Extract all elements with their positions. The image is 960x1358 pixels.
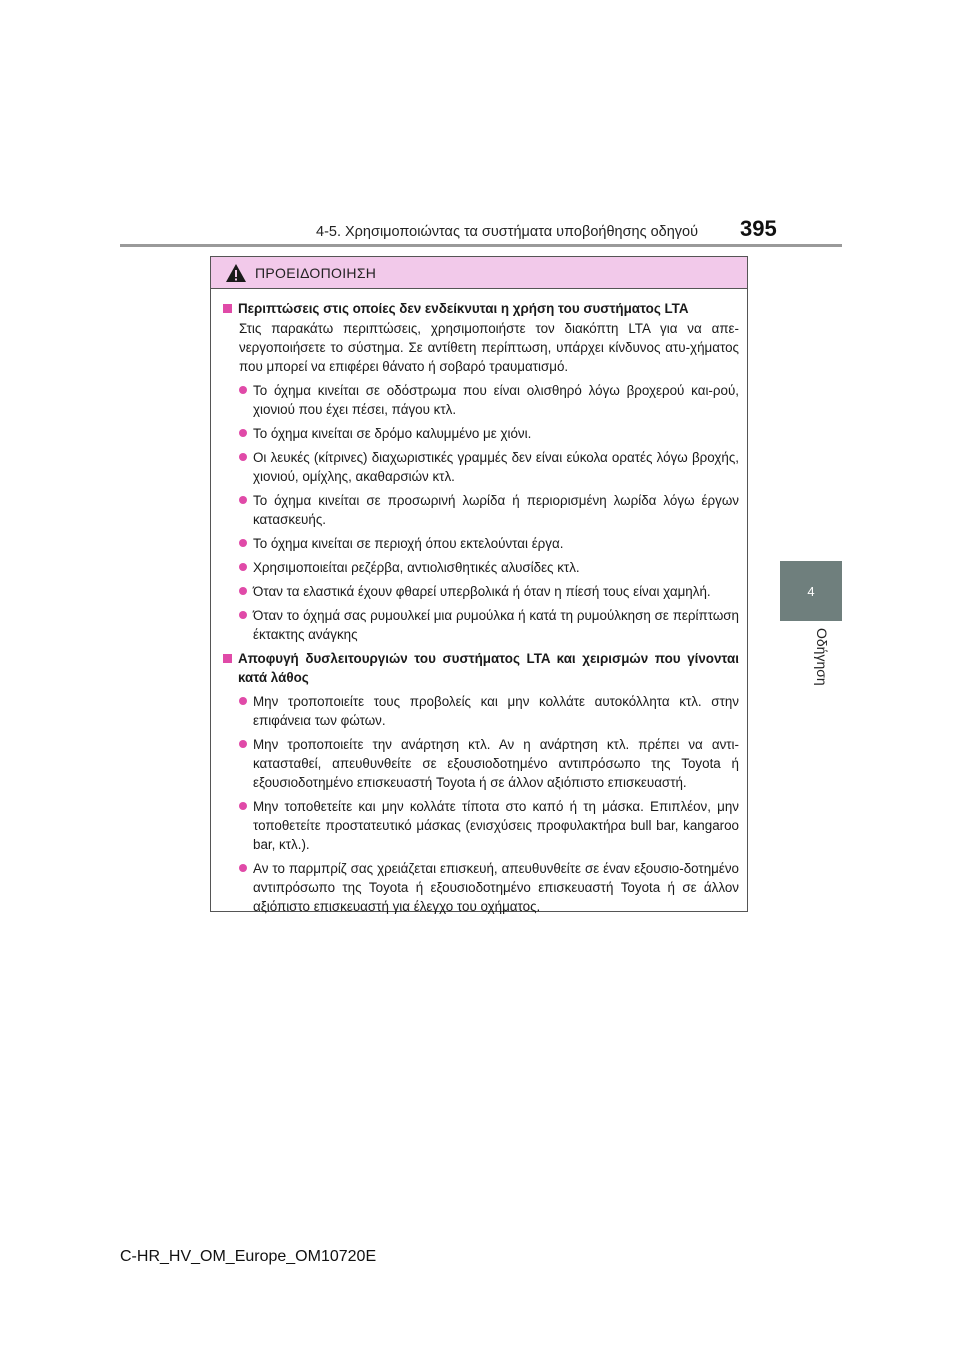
warning-box	[210, 256, 748, 912]
list-item	[239, 582, 739, 601]
round-bullet-icon	[239, 697, 247, 705]
round-bullet-icon	[239, 496, 247, 504]
list-item	[239, 735, 739, 792]
list-item-text: Αν το παρμπρίζ σας χρειάζεται επισκευή, απευθυνθείτε σε έναν εξουσιο-δοτημένο αντιπρόσωπο της Toyota ή εξουσιοδοτημένο επισκευαστή Toyota ή σε άλλον αξιόπιστο επισκευαστή για έλεγχο του οχήματος.	[253, 861, 739, 914]
list-item	[239, 558, 739, 577]
list-item	[239, 381, 739, 419]
list-item-text: Μην τοποθετείτε και μην κολλάτε τίποτα στο καπό ή τη μάσκα. Επιπλέον, μην τοποθετείτε προστατευτικό μάσκας (ενισχύσεις προφυλακτήρα bull bar, kangaroo bar, κτλ.).	[253, 799, 739, 852]
list-item	[239, 859, 739, 916]
list-item-text: Οι λευκές (κίτρινες) διαχωριστικές γραμμές δεν είναι εύκολα ορατές λόγω βροχής, χιονιού, ομίχλης, ακαθαρσιών κτλ.	[253, 450, 739, 484]
list-item-text: Το όχημα κινείται σε προσωρινή λωρίδα ή περιορισμένη λωρίδα λόγω έργων κατασκευής.	[253, 493, 739, 527]
round-bullet-icon	[239, 802, 247, 810]
square-bullet-icon	[223, 654, 232, 663]
list-item	[239, 491, 739, 529]
round-bullet-icon	[239, 453, 247, 461]
list-item	[239, 606, 739, 644]
section-title	[223, 299, 739, 318]
list-item	[239, 534, 739, 553]
header-rule	[120, 244, 842, 247]
round-bullet-icon	[239, 611, 247, 619]
chapter-label: Οδήγηση	[814, 628, 830, 686]
list-item-text: Το όχημα κινείται σε δρόμο καλυμμένο με χιόνι.	[253, 426, 532, 441]
round-bullet-icon	[239, 740, 247, 748]
page-number: 395	[740, 216, 777, 241]
list-item-text: Το όχημα κινείται σε οδόστρωμα που είναι ολισθηρό λόγω βροχερού και-ρού, χιονιού που έχει πέσει, πάγου κτλ.	[253, 383, 739, 417]
header-title: 4-5. Χρησιμοποιώντας τα συστήματα υποβοήθησης οδηγού	[316, 224, 699, 240]
round-bullet-icon	[239, 563, 247, 571]
warning-header	[211, 257, 747, 289]
warning-section	[223, 299, 739, 644]
warning-body	[211, 289, 747, 916]
section-title-text: Περιπτώσεις στις οποίες δεν ενδείκνυται η χρήση του συστήματος LTA	[238, 301, 689, 316]
list-item-text: Μην τροποποιείτε την ανάρτηση κτλ. Αν η ανάρτηση κτλ. πρέπει να αντι-κατασταθεί, απευθυνθείτε σε εξουσιοδοτημένο αντιπρόσωπο της Toyota ή εξουσιοδοτημένο επισκευαστή Toyota ή σε άλλον αξιόπιστο επισκευαστή.	[253, 737, 739, 790]
round-bullet-icon	[239, 539, 247, 547]
round-bullet-icon	[239, 429, 247, 437]
document-code: C-HR_HV_OM_Europe_OM10720E	[120, 1248, 377, 1265]
chapter-tab	[780, 561, 842, 621]
list-item	[239, 797, 739, 854]
round-bullet-icon	[239, 587, 247, 595]
list-item-text: Όταν το όχημά σας ρυμουλκεί μια ρυμούλκα ή κατά τη ρυμούλκηση σε περίπτωση έκτακτης ανάγκης	[253, 608, 739, 642]
round-bullet-icon	[239, 386, 247, 394]
warning-icon	[225, 263, 247, 283]
chapter-number: 4	[807, 583, 815, 599]
list-item-text: Χρησιμοποιείται ρεζέρβα, αντιολισθητικές αλυσίδες κτλ.	[253, 560, 580, 575]
section-title	[223, 649, 739, 687]
section-intro: Στις παρακάτω περιπτώσεις, χρησιμοποιήστε τον διακόπτη LTA για να απε-νεργοποιήσετε το σύστημα. Σε αντίθετη περίπτωση, υπάρχει κίνδυνος ατυ-χήματος που μπορεί να επιφέρει θάνατο ή σοβαρό τραυματισμό.	[239, 321, 739, 374]
list-item	[239, 448, 739, 486]
section-title-text: Αποφυγή δυσλειτουργιών του συστήματος LTA και χειρισμών που γίνονται κατά λάθος	[238, 651, 739, 685]
warning-section	[223, 649, 739, 916]
list-item-text: Όταν τα ελαστικά έχουν φθαρεί υπερβολικά ή όταν η πίεσή τους είναι χαμηλή.	[253, 584, 711, 599]
list-item-text: Μην τροποποιείτε τους προβολείς και μην κολλάτε αυτοκόλλητα κτλ. στην επιφάνεια των φώτων.	[253, 694, 739, 728]
round-bullet-icon	[239, 864, 247, 872]
warning-header-label: ΠΡΟΕΙΔΟΠΟΙΗΣΗ	[255, 264, 377, 281]
list-item	[239, 424, 739, 443]
list-item-text: Το όχημα κινείται σε περιοχή όπου εκτελούνται έργα.	[253, 536, 564, 551]
square-bullet-icon	[223, 304, 232, 313]
list-item	[239, 692, 739, 730]
